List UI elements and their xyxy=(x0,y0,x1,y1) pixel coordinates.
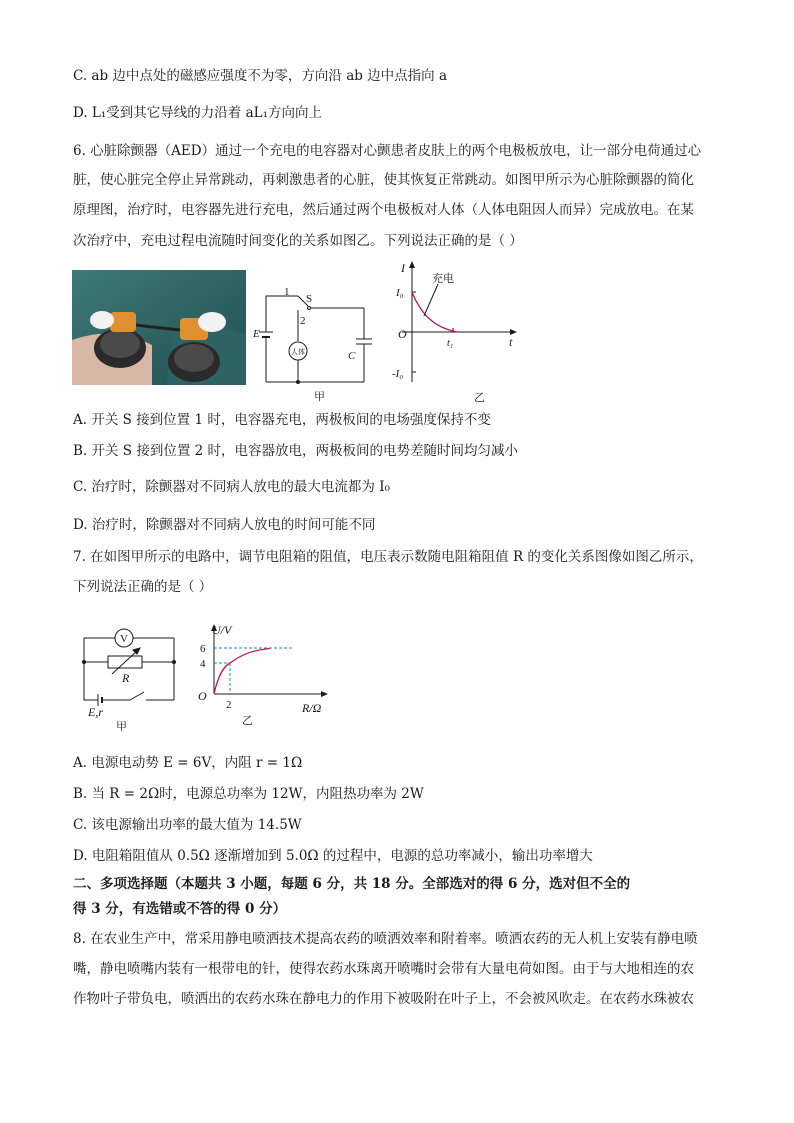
q5-option-d: D. L₁受到其它导线的力沿着 aL₁方向向上 xyxy=(73,105,323,121)
q8-stem-line-1: 8. 在农业生产中，常采用静电喷洒技术提高农药的喷洒效率和附着率。喷洒农药的无人机上安装有静电喷 xyxy=(73,931,698,947)
section2-header-line-2: 得 3 分，有选错或不答的得 0 分） xyxy=(73,901,287,917)
q8-stem-line-3: 作物叶子带负电，喷洒出的农药水珠在静电力的作用下被吸附在叶子上，不会被风吹走。在农药水珠被农 xyxy=(73,991,694,1007)
q6-battery-label: E xyxy=(253,328,260,340)
q7-graph-y6: 6 xyxy=(200,643,206,655)
q6-option-a: A. 开关 S 接到位置 1 时，电容器充电，两极板间的电场强度保持不变 xyxy=(73,412,491,428)
q7-voltmeter-label: V xyxy=(120,633,128,645)
q6-option-d: D. 治疗时，除颤器对不同病人放电的时间可能不同 xyxy=(73,517,376,533)
q6-graph-origin: O xyxy=(398,327,407,341)
aed-photo xyxy=(72,270,246,385)
section2-header-line-1: 二、多项选择题（本题共 3 小题，每题 6 分，共 18 分。全部选对的得 6 分，选对但不全的 xyxy=(73,876,631,892)
q7-resistor-label: R xyxy=(122,671,130,685)
q7-graph-origin: O xyxy=(198,689,207,703)
q7-circuit-caption: 甲 xyxy=(116,721,127,732)
q6-graph-caption: 乙 xyxy=(474,392,485,404)
q7-option-d: D. 电阻箱阻值从 0.5Ω 逐渐增加到 5.0Ω 的过程中，电源的总功率减小，输出功率增大 xyxy=(73,848,593,864)
q7-circuit-diagram xyxy=(78,622,183,732)
q6-option-c: C. 治疗时，除颤器对不同病人放电的最大电流都为 I₀ xyxy=(73,479,390,495)
q7-graph-y-axis: U/V xyxy=(212,623,232,637)
q6-switch-pos2: 2 xyxy=(300,315,306,327)
q7-stem-line-2: 下列说法正确的是（ ） xyxy=(73,579,213,595)
q6-switch-pos1: 1 xyxy=(284,286,290,298)
q6-circuit-caption: 甲 xyxy=(314,391,325,403)
q6-current-graph xyxy=(392,258,522,406)
q6-graph-y-axis: I xyxy=(401,261,405,275)
q7-graph-x-axis: R/Ω xyxy=(302,701,322,715)
q6-graph-neg-i0: -I₀ xyxy=(392,368,404,380)
q8-stem-line-2: 嘴，静电喷嘴内装有一根带电的针，使得农药水珠离开喷嘴时会带有大量电荷如图。由于与大地相连的农 xyxy=(73,961,694,977)
q7-graph-x2: 2 xyxy=(226,699,232,711)
q6-graph-curve-label: 充电 xyxy=(432,273,454,285)
q7-source-label: E,r xyxy=(88,705,103,719)
q7-option-c: C. 该电源输出功率的最大值为 14.5W xyxy=(73,817,302,833)
q6-stem-line-3: 原理图，治疗时，电容器先进行充电，然后通过两个电极板对人体（人体电阻因人而异）完成放电。在某 xyxy=(73,202,694,218)
q5-option-c: C. ab 边中点处的磁感应强度不为零，方向沿 ab 边中点指向 a xyxy=(73,68,448,84)
q7-graph-caption: 乙 xyxy=(242,715,253,727)
q6-capacitor-label: C xyxy=(348,350,356,362)
q7-option-a: A. 电源电动势 E = 6V，内阻 r = 1Ω xyxy=(73,755,303,771)
q6-circuit-diagram xyxy=(252,284,382,404)
q7-voltage-graph xyxy=(192,620,337,742)
q6-graph-x-axis: t xyxy=(509,335,513,349)
q6-graph-t1: t₁ xyxy=(447,338,454,349)
q6-option-b: B. 开关 S 接到位置 2 时，电容器放电，两极板间的电势差随时间均匀减小 xyxy=(73,443,519,459)
q6-stem-line-1: 6. 心脏除颤器（AED）通过一个充电的电容器对心颤患者皮肤上的两个电极板放电，让一部分电荷通过心 xyxy=(73,143,702,159)
q6-switch-label: S xyxy=(306,293,313,305)
q6-stem-line-4: 次治疗中，充电过程电流随时间变化的关系如图乙。下列说法正确的是（ ） xyxy=(73,233,523,249)
q6-body-label: 人体 xyxy=(291,348,305,356)
q7-option-b: B. 当 R = 2Ω时，电源总功率为 12W，内阻热功率为 2W xyxy=(73,786,424,802)
q6-graph-i0: I₀ xyxy=(396,287,404,299)
q6-stem-line-2: 脏，使心脏完全停止异常跳动，再刺激患者的心脏，使其恢复正常跳动。如图甲所示为心脏除颤器的简化 xyxy=(73,172,694,188)
q7-graph-y4: 4 xyxy=(200,658,206,670)
q7-stem-line-1: 7. 在如图甲所示的电路中，调节电阻箱的阻值，电压表示数随电阻箱阻值 R 的变化关系图像如图乙所示， xyxy=(73,549,703,565)
